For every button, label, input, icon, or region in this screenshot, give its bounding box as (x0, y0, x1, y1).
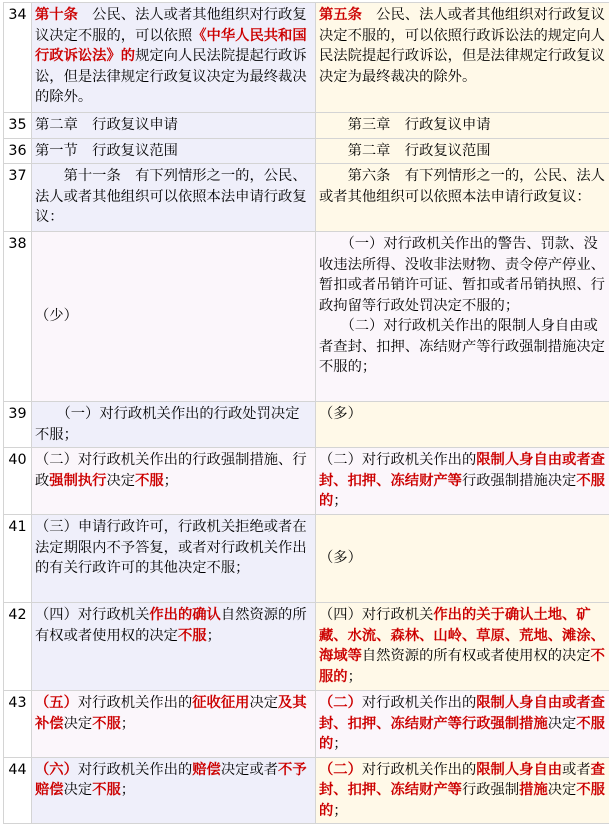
row-number: 39 (4, 402, 32, 448)
highlighted-text: （二） (319, 762, 362, 778)
clause-text: 决定或者 (221, 762, 278, 778)
table-row (4, 138, 609, 164)
highlighted-text: 不服的 (319, 648, 605, 685)
clause-text: （四）对行政机关 (35, 607, 149, 623)
clause-paragraph (35, 404, 312, 445)
table-row (4, 448, 609, 515)
new-text-cell (316, 448, 609, 515)
new-text-cell (316, 402, 609, 448)
old-text-cell (32, 603, 316, 691)
highlighted-text: 强制执行 (49, 473, 106, 489)
clause-text: 第一节 行政复议范围 (35, 143, 178, 159)
clause-text: 行政强制 (462, 782, 519, 798)
clause-text: （三）申请行政许可，行政机关拒绝或者在法定期限内不予答复，或者对行政机关作出的有关行政许可的其他决定不服； (35, 519, 307, 576)
table-row (4, 515, 609, 603)
clause-paragraph (319, 141, 608, 162)
clause-paragraph (319, 316, 608, 378)
table-row (4, 757, 609, 824)
clause-paragraph (35, 517, 312, 579)
clause-paragraph (35, 450, 312, 491)
table-row (4, 164, 609, 232)
old-text-cell (32, 113, 316, 139)
highlighted-text: 不服 (135, 473, 164, 489)
highlighted-text: （二） (319, 695, 362, 711)
clause-text: （一）对行政机关作出的警告、罚款、没收违法所得、没收非法财物、责令停产停业、暂扣或者吊销许可证、暂扣或者吊销执照、行政拘留等行政处罚决定不服的； (319, 236, 605, 314)
clause-text: ； (121, 782, 135, 798)
new-text-cell (316, 3, 609, 113)
clause-text: （二）对行政机关作出的限制人身自由或者查封、扣押、冻结财产等行政强制措施决定不服的； (319, 318, 605, 375)
highlighted-text: 作出的确认 (149, 607, 220, 623)
clause-text: 公民、法人或者其他组织对行政复议决定不服的，可以依照行政诉讼法的规定向人民法院提起行政诉讼，但是法律规定行政复议决定为最终裁决的除外。 (319, 7, 605, 85)
row-number: 41 (4, 515, 32, 603)
row-number: 44 (4, 757, 32, 824)
old-text-cell (32, 448, 316, 515)
clause-paragraph (35, 693, 312, 734)
old-text-cell (32, 3, 316, 113)
highlighted-text: 《中华人民共和国行政诉讼法》的 (35, 28, 307, 65)
new-text-cell (316, 232, 609, 402)
highlighted-text: 赔偿 (192, 762, 221, 778)
highlighted-text: （六） (35, 762, 78, 778)
clause-text: ； (333, 803, 347, 819)
clause-text: 第六条 有下列情形之一的，公民、法人或者其他组织可以依照本法申请行政复议： (319, 168, 605, 205)
clause-text: 对行政机关作出的 (78, 695, 192, 711)
clause-text: （二）对行政机关作出的 (319, 452, 476, 468)
clause-paragraph (35, 5, 312, 108)
highlighted-text: 不服 (178, 628, 207, 644)
clause-text: 第二章 行政复议申请 (35, 117, 178, 133)
clause-text: 公民、法人或者其他组织对行政复议决定不服的，可以依照 (35, 7, 307, 44)
new-text-cell (316, 113, 609, 139)
clause-text: 决定 (64, 716, 93, 732)
highlighted-text: 及其补偿 (35, 695, 307, 732)
highlighted-text: 第五条 (319, 7, 362, 23)
old-text-cell (32, 757, 316, 824)
clause-text: 决定 (249, 695, 278, 711)
row-number: 38 (4, 232, 32, 402)
highlighted-text: 限制人身自由或者查封、扣押、冻结财产等 (319, 452, 605, 489)
clause-text: ； (348, 669, 362, 685)
clause-paragraph (319, 234, 608, 316)
old-text-cell (32, 515, 316, 603)
new-text-cell (316, 164, 609, 232)
clause-text: （四）对行政机关 (319, 607, 433, 623)
clause-text: 规定向人民法院提起行政诉讼，但是法律规定行政复议决定为最终裁决的除外。 (35, 48, 307, 105)
clause-text: 第十一条 有下列情形之一的，公民、法人或者其他组织可以依照本法申请行政复议： (35, 168, 307, 225)
comparison-table (3, 2, 609, 824)
clause-paragraph (319, 693, 608, 755)
old-text-cell (32, 138, 316, 164)
clause-text: 第三章 行政复议申请 (319, 117, 491, 133)
old-text-cell (32, 232, 316, 402)
highlighted-text: （五） (35, 695, 78, 711)
row-number: 35 (4, 113, 32, 139)
table-row (4, 232, 609, 402)
clause-text: （二）对行政机关作出的行政强制措施、行政 (35, 452, 307, 489)
highlighted-text: 不服的 (319, 473, 605, 510)
highlighted-text: 限制人身自由或者查封、扣押、冻结财产等行政强制措施 (319, 695, 605, 732)
highlighted-text: 限制人身自由 (476, 762, 562, 778)
table-row (4, 603, 609, 691)
clause-text: 自然资源的所有权或者使用权的决定 (35, 607, 307, 644)
highlighted-text: 征收征用 (192, 695, 249, 711)
clause-paragraph (35, 141, 312, 162)
clause-text: （多） (319, 550, 362, 566)
clause-text: ； (207, 628, 221, 644)
clause-text: 或者 (562, 762, 591, 778)
clause-text: ； (121, 716, 135, 732)
clause-paragraph (319, 548, 608, 569)
new-text-cell (316, 515, 609, 603)
clause-text: 决定 (106, 473, 135, 489)
highlighted-text: 查封、扣押、冻结财产等 (319, 762, 605, 799)
clause-text: 自然资源的所有权或者使用权的决定 (362, 648, 591, 664)
highlighted-text: 作出的关于确认土地、矿藏、水流、森林、山岭、草原、荒地、滩涂、海域等 (319, 607, 605, 664)
clause-text: 行政强制措施决定 (462, 473, 576, 489)
clause-text: 第二章 行政复议范围 (319, 143, 491, 159)
row-number: 42 (4, 603, 32, 691)
clause-text: 决定 (548, 782, 577, 798)
row-number: 37 (4, 164, 32, 232)
clause-text: （一）对行政机关作出的行政处罚决定不服； (35, 406, 300, 443)
old-text-cell (32, 691, 316, 758)
row-number: 43 (4, 691, 32, 758)
old-text-cell (32, 402, 316, 448)
table-row (4, 691, 609, 758)
highlighted-text: 不服的 (319, 782, 605, 819)
new-text-cell (316, 757, 609, 824)
clause-paragraph (319, 404, 608, 425)
clause-paragraph (35, 605, 312, 646)
clause-paragraph (319, 166, 608, 207)
highlighted-text: 不服 (92, 716, 121, 732)
clause-text: ； (333, 493, 347, 509)
clause-text: 对行政机关作出的 (362, 695, 476, 711)
row-number: 36 (4, 138, 32, 164)
highlighted-text: 第十条 (35, 7, 78, 23)
highlighted-text: 不予赔偿 (35, 762, 307, 799)
new-text-cell (316, 138, 609, 164)
table-row (4, 113, 609, 139)
clause-paragraph (319, 605, 608, 687)
clause-paragraph (319, 5, 608, 87)
clause-text: （多） (319, 406, 362, 422)
new-text-cell (316, 691, 609, 758)
clause-text: ； (164, 473, 178, 489)
clause-paragraph (319, 115, 608, 136)
clause-text: 决定 (548, 716, 577, 732)
table-row (4, 402, 609, 448)
clause-paragraph (319, 450, 608, 512)
clause-text: 对行政机关作出的 (362, 762, 476, 778)
highlighted-text: 措施 (519, 782, 548, 798)
clause-paragraph (35, 166, 312, 228)
highlighted-text: 不服的 (319, 716, 605, 753)
clause-paragraph (319, 760, 608, 822)
clause-text: ； (333, 736, 347, 752)
table-row (4, 3, 609, 113)
clause-text: （少） (35, 308, 78, 324)
clause-paragraph (35, 760, 312, 801)
highlighted-text: 不服 (92, 782, 121, 798)
row-number: 34 (4, 3, 32, 113)
new-text-cell (316, 603, 609, 691)
clause-paragraph (35, 306, 312, 327)
clause-text: 决定 (64, 782, 93, 798)
clause-paragraph (35, 115, 312, 136)
row-number: 40 (4, 448, 32, 515)
clause-text: 对行政机关作出的 (78, 762, 192, 778)
old-text-cell (32, 164, 316, 232)
